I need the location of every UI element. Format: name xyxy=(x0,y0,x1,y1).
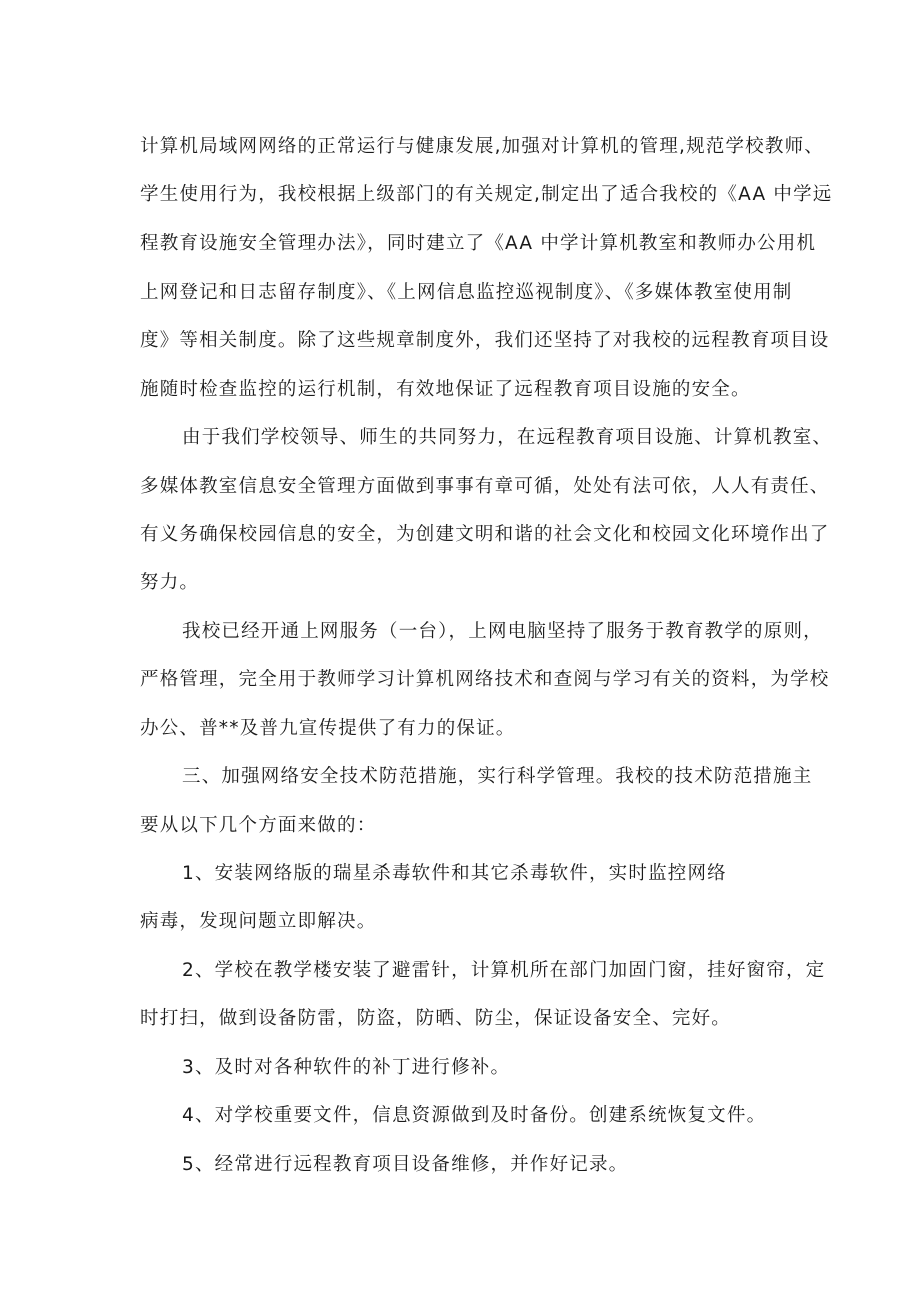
text-line: 病毒，发现问题立即解决。 xyxy=(140,911,377,932)
text-line: 3、及时对各种软件的补丁进行修补。 xyxy=(182,1057,511,1078)
text-line: 时打扫，做到设备防雷，防盗，防晒、防尘，保证设备安全、完好。 xyxy=(140,1008,732,1029)
text-line: 我校已经开通上网服务（一台），上网电脑坚持了服务于教育教学的原则， xyxy=(182,621,823,642)
text-line: 计算机局域网网络的正常运行与健康发展,加强对计算机的管理,规范学校教师、 xyxy=(140,136,824,157)
text-line: 1、安装网络版的瑞星杀毒软件和其它杀毒软件，实时监控网络 xyxy=(182,863,727,884)
text-line: 由于我们学校领导、师生的共同努力，在远程教育项目设施、计算机教室、 xyxy=(182,427,833,448)
text-line: 施随时检查监控的运行机制，有效地保证了远程教育项目设施的安全。 xyxy=(140,379,751,400)
text-line: 严格管理，完全用于教师学习计算机网络技术和查阅与学习有关的资料，为学校 xyxy=(140,669,830,690)
text-line: 办公、普**及普九宣传提供了有力的保证。 xyxy=(140,718,516,739)
text-line: 努力。 xyxy=(140,572,200,593)
text-line: 2、学校在教学楼安装了避雷针，计算机所在部门加固门窗，挂好窗帘，定 xyxy=(182,960,826,981)
text-line: 有义务确保校园信息的安全，为创建文明和谐的社会文化和校园文化环境作出了 xyxy=(140,524,830,545)
text-line: 多媒体教室信息安全管理方面做到事事有章可循，处处有法可依，人人有责任、 xyxy=(140,476,830,497)
text-line: 学生使用行为，我校根据上级部门的有关规定,制定出了适合我校的《AA 中学远 xyxy=(140,184,833,205)
text-line: 三、加强网络安全技术防范措施，实行科学管理。我校的技术防范措施主 xyxy=(182,766,813,787)
text-line: 5、经常进行远程教育项目设备维修，并作好记录。 xyxy=(182,1154,629,1175)
text-line: 上网登记和日志留存制度》、《上网信息监控巡视制度》、《多媒体教室使用制 xyxy=(140,282,793,303)
text-line: 要从以下几个方面来做的： xyxy=(140,815,377,836)
text-line: 程教育设施安全管理办法》，同时建立了《AA 中学计算机教室和教师办公用机 xyxy=(140,233,817,254)
text-line: 度》等相关制度。除了这些规章制度外，我们还坚持了对我校的远程教育项目设 xyxy=(140,330,830,351)
text-line: 4、对学校重要文件，信息资源做到及时备份。创建系统恢复文件。 xyxy=(182,1105,767,1126)
